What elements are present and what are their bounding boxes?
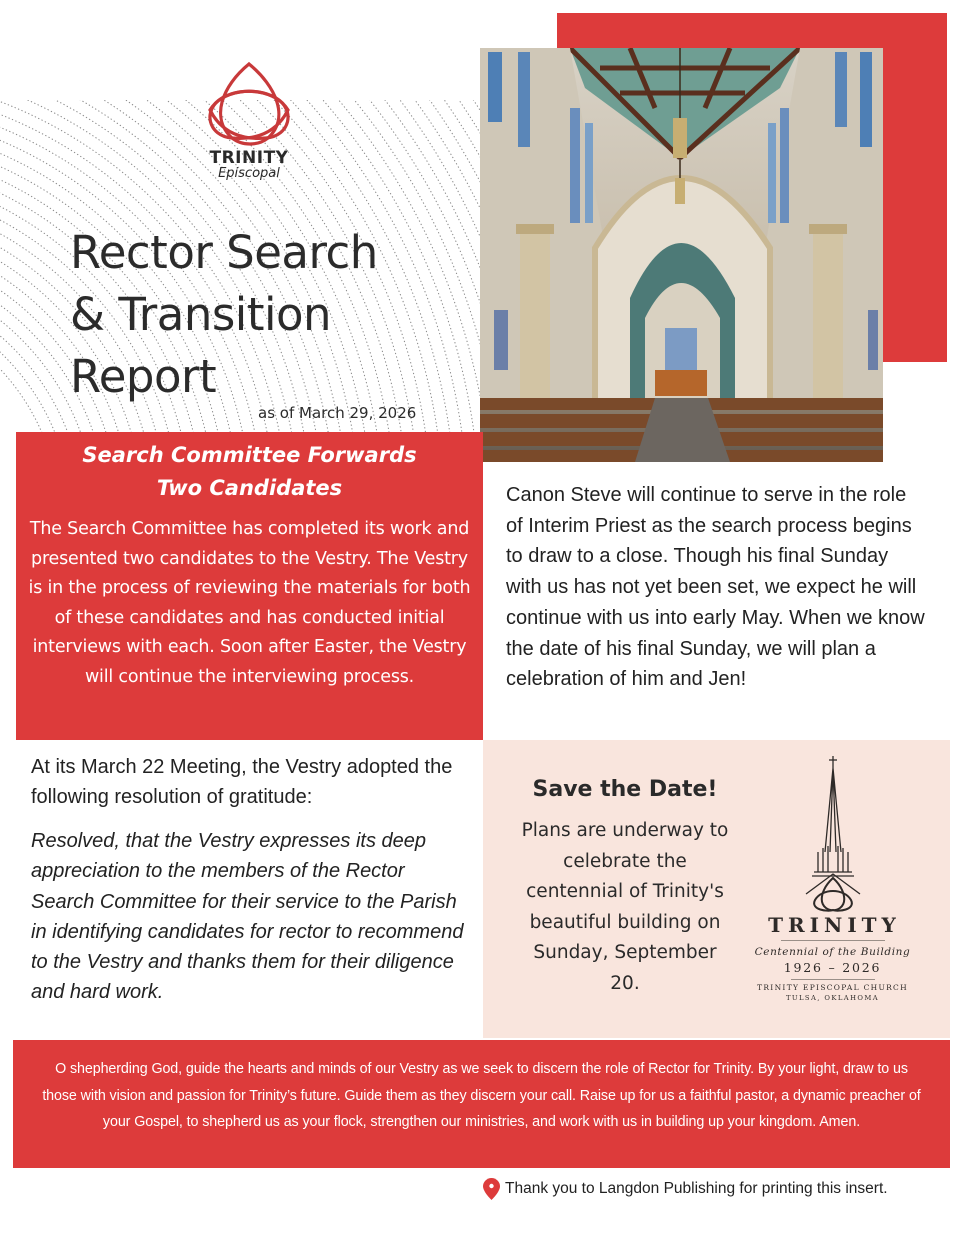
trinity-logo <box>196 60 302 181</box>
centennial-logo <box>750 756 915 1004</box>
save-the-date-text <box>520 774 730 999</box>
church-spire-icon <box>798 756 868 912</box>
logo-name: TRINITY <box>209 148 289 168</box>
report-title <box>70 222 378 408</box>
title-line-2: & Transition <box>70 288 332 341</box>
divider <box>791 979 875 980</box>
title-line-1: Rector Search <box>70 226 378 279</box>
search-committee-body: The Search Committee has completed its work and presented two candidates to the Vestry. The Vestry is in the process of reviewing the materials for both of these candidates and has conducted initial interviews with each. Soon after Easter, the Vestry will continue the interviewing process. <box>28 519 471 687</box>
divider <box>781 940 885 941</box>
interim-priest-text: Canon Steve will continue to serve in the role of Interim Priest as the search process begins to draw to a close. Though his final Sunday with us has not yet been set, we expect he will continue with us into early May. When we know the date of his final Sunday, we will plan a celebration of him and Jen! <box>506 484 925 691</box>
prayer-text: O shepherding God, guide the hearts and minds of our Vestry as we seek to discern the role of Rector for Trinity. By your light, draw to us those with vision and passion for Trinity’s future. Guide them as they discern your call. Raise up for us a faithful pastor, a dynamic preacher of your Gospel, to shepherd us as your flock, strengthen our ministries, and work with us in building up your kingdom. Amen. <box>42 1061 921 1130</box>
church-interior-image <box>480 48 883 462</box>
resolution-text: Resolved, that the Vestry expresses its deep appreciation to the members of the Rector Search Committee for their service to the Parish in identifying candidates for rector to recommend to the Vestry and thanks them for their diligence and hard work. <box>31 830 464 1004</box>
heading-line-1: Search Committee Forwards <box>82 443 417 467</box>
search-committee-panel <box>16 432 483 740</box>
search-committee-heading <box>16 439 483 505</box>
church-nave-photo <box>480 48 883 462</box>
centennial-name: TRINITY <box>768 913 901 937</box>
save-the-date-heading: Save the Date! <box>532 777 718 802</box>
title-line-3: Report <box>70 350 217 403</box>
prayer-banner <box>13 1040 950 1168</box>
save-the-date-body: Plans are underway to celebrate the centennial of Trinity's beautiful building on Sunday, September 20. <box>521 820 729 994</box>
resolution-intro: At its March 22 Meeting, the Vestry adopted the following resolution of gratitude: <box>31 756 453 808</box>
printer-credit <box>483 1176 888 1202</box>
logo-subtitle: Episcopal <box>218 166 280 181</box>
centennial-years: 1926 – 2026 <box>783 960 882 975</box>
church-name: TRINITY EPISCOPAL CHURCH <box>757 983 908 992</box>
printer-credit-text: Thank you to Langdon Publishing for printing this insert. <box>505 1180 888 1197</box>
trinity-knot-icon <box>202 60 296 148</box>
heading-line-2: Two Candidates <box>156 476 343 500</box>
centennial-tagline: Centennial of the Building <box>754 946 911 958</box>
map-pin-icon <box>483 1178 500 1200</box>
as-of-date: as of March 29, 2026 <box>258 404 417 422</box>
church-city: TULSA, OKLAHOMA <box>785 994 880 1002</box>
